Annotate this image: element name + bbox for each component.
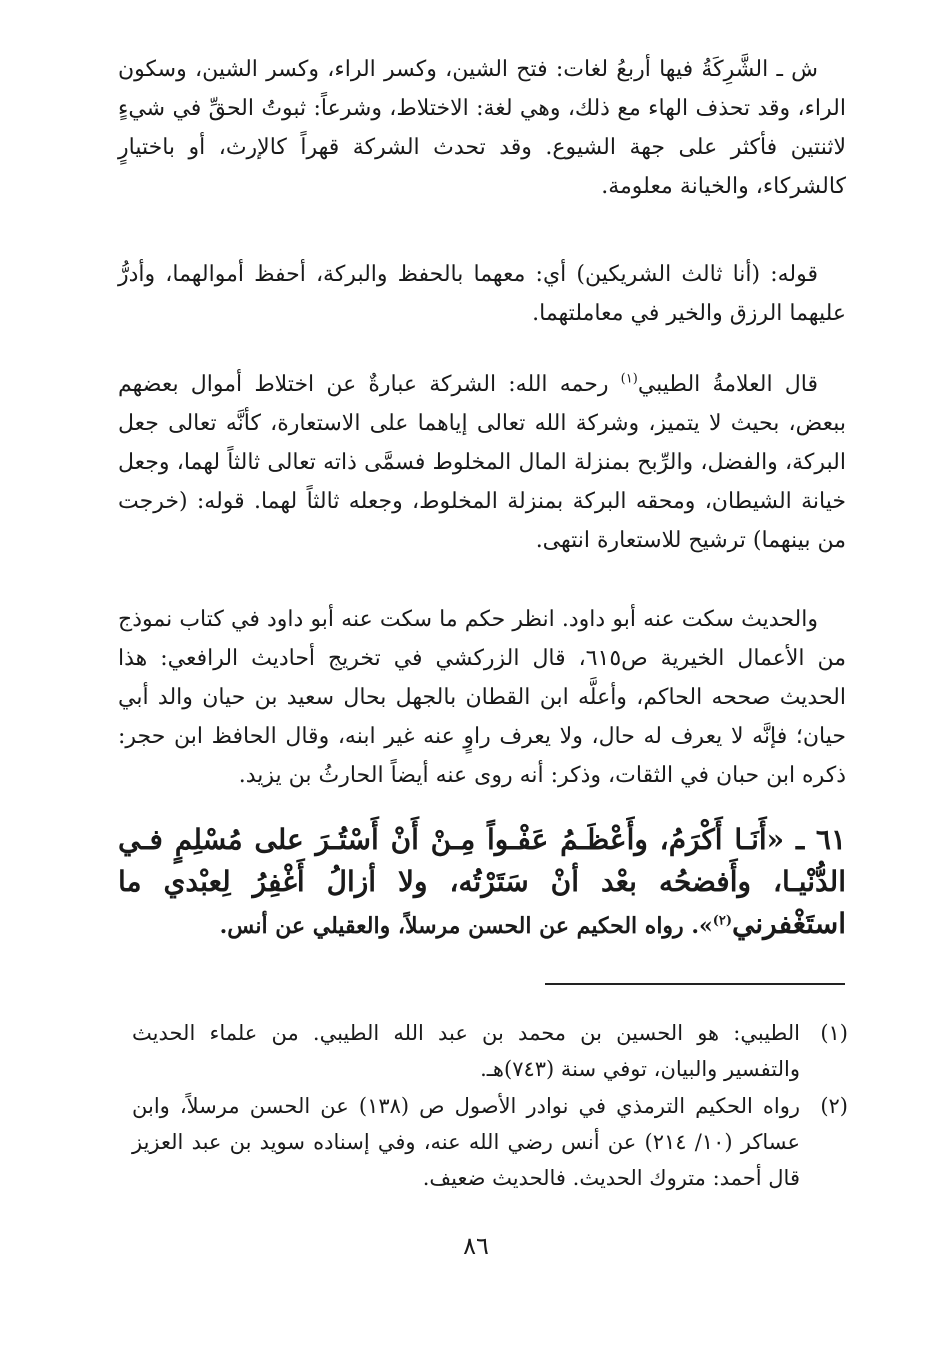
hadith-source: ». رواه الحكيم عن الحسن مرسلاً، والعقيلي عن أنس. xyxy=(219,913,713,939)
paragraph-tibi-quote xyxy=(118,365,846,560)
footnote-ref-1[interactable]: (١) xyxy=(620,371,638,387)
paragraph-tibi-intro: قال العلامةُ الطيبي xyxy=(637,372,819,397)
paragraph-thalith-sharikayn: قوله: (أنا ثالث الشريكين) أي: معهما بالحفظ والبركة، أحفظ أموالهما، وأدرُّ عليهما الرزق والخير في معاملتهما. xyxy=(118,262,846,326)
footnote-1-number: (١) xyxy=(820,1021,848,1045)
footnote-1 xyxy=(132,1015,848,1087)
paragraph-tibi-body: رحمه الله: الشركة عبارةٌ عن اختلاط أموال بعضهم ببعض، بحيث لا يتميز، وشركة الله تعالى إياهما على الاستعارة، كأنَّه تعالى جعل البركة، والفضل، والرِّبح بمنزلة المال المخلوط فسمَّى ذاته تعالى ثالثاً لهما، وجعل خيانة الشيطان، ومحقه البركة بمنزلة المخلوط، وجعله ثالثاً لهما. قوله: (خرجت من بينهما) ترشيح للاستعارة انتهى. xyxy=(118,372,846,553)
footnote-2-text: رواه الحكيم الترمذي في نوادر الأصول ص (١٣٨) عن الحسن مرسلاً، وابن عساكر (١٠/ ٢١٤) عن أنس رضي الله عنه، وفي إسناده سويد بن عبد العزيز قال أحمد: متروك الحديث. فالحديث ضعيف. xyxy=(132,1094,800,1190)
footnote-1-text: الطيبي: هو الحسين بن محمد بن عبد الله الطيبي. من علماء الحديث والتفسير والبيان، توفي سنة (٧٤٣)هـ. xyxy=(132,1021,800,1081)
footnote-2-number: (٢) xyxy=(820,1094,848,1118)
paragraph-abu-dawud: والحديث سكت عنه أبو داود. انظر حكم ما سكت عنه أبو داود في كتاب نموذج من الأعمال الخيرية ص٦١٥، قال الزركشي في تخريج أحاديث الرافعي: هذا الحديث صححه الحاكم، وأعلَّه ابن القطان بالجهل بحال سعيد بن حيان والد أبي حيان؛ فإنَّه لا يعرف له حال، ولا يعرف راوٍ عنه غير ابنه، وقال الحافظ ابن حجر: ذكره ابن حبان في الثقات، وذكر: أنه روى عنه أيضاً الحارثُ بن يزيد. xyxy=(118,607,846,788)
paragraph-sharika-lughat: ش ـ الشَّرِكَةُ فيها أربعُ لغات: فتح الشين، وكسر الراء، وكسر الشين، وسكون الراء، وقد تحذف الهاء مع ذلك، وهي لغة: الاختلاط، وشرعاً: ثبوتُ الحقِّ في شيءٍ لاثنتين فأكثر على جهة الشيوع. وقد تحدث الشركة قهراً كالإرث، أو باختيارٍ كالشركاء، والخيانة معلومة. xyxy=(118,57,846,199)
hadith-text: ٦١ ـ «أَنَـا أَكْرَمُ، وأَعْظَـمُ عَفْـواً مِـنْ أَنْ أَسْتُـرَ على مُسْلِمٍ فـي الدُّنْيـا، وأَفضحُه بعْد أنْ سَتَرْتُه، ولا أزالُ أَغْفِرُ لِعبْدي ما استَغْفرني xyxy=(118,823,846,940)
footnote-2 xyxy=(132,1088,848,1196)
page-number: ٨٦ xyxy=(463,1232,489,1260)
hadith-61 xyxy=(118,820,846,946)
footnote-separator xyxy=(545,983,845,985)
footnote-ref-2[interactable]: (٢) xyxy=(712,913,733,929)
